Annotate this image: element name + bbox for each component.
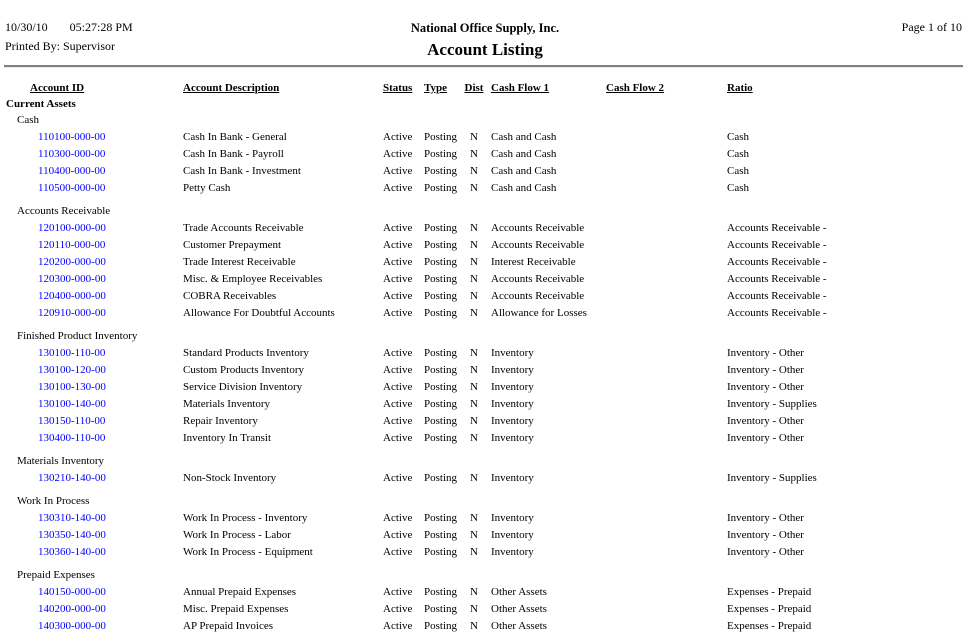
- account-row: [0, 254, 970, 271]
- account-id-link[interactable]: 110400-000-00: [38, 165, 106, 177]
- account-description: Trade Interest Receivable: [183, 256, 296, 268]
- type-value: Posting: [424, 347, 458, 359]
- account-listing-table: [0, 80, 970, 635]
- type-value: Posting: [424, 131, 458, 143]
- status-value: Active: [383, 131, 413, 143]
- dist-value: N: [470, 307, 478, 319]
- dist-value: N: [470, 239, 478, 251]
- account-id-link[interactable]: 130100-130-00: [38, 381, 106, 393]
- ratio-value: Inventory - Other: [727, 415, 804, 427]
- type-value: Posting: [424, 546, 458, 558]
- status-value: Active: [383, 512, 413, 524]
- ratio-value: Accounts Receivable -: [727, 256, 827, 268]
- ratio-value: Accounts Receivable -: [727, 307, 827, 319]
- dist-value: N: [470, 131, 478, 143]
- cash-flow-1-value: Inventory: [491, 472, 534, 484]
- group-heading-row: [0, 453, 970, 470]
- account-row: [0, 527, 970, 544]
- account-description: Repair Inventory: [183, 415, 258, 427]
- type-value: Posting: [424, 290, 458, 302]
- account-id-link[interactable]: 110100-000-00: [38, 131, 106, 143]
- dist-value: N: [470, 603, 478, 615]
- account-description: Work In Process - Equipment: [183, 546, 313, 558]
- type-value: Posting: [424, 381, 458, 393]
- type-value: Posting: [424, 148, 458, 160]
- account-id-link[interactable]: 130100-120-00: [38, 364, 106, 376]
- account-id-link[interactable]: 140150-000-00: [38, 586, 106, 598]
- col-header-ratio: Ratio: [727, 82, 753, 94]
- type-value: Posting: [424, 364, 458, 376]
- account-id-link[interactable]: 110300-000-00: [38, 148, 106, 160]
- cash-flow-1-value: Other Assets: [491, 620, 547, 632]
- col-header-account-description: Account Description: [183, 82, 280, 94]
- ratio-value: Accounts Receivable -: [727, 239, 827, 251]
- account-description: Cash In Bank - General: [183, 131, 287, 143]
- account-id-link[interactable]: 120110-000-00: [38, 239, 106, 251]
- account-row: [0, 146, 970, 163]
- col-header-cash-flow-2: Cash Flow 2: [606, 82, 665, 94]
- dist-value: N: [470, 364, 478, 376]
- print-time: 05:27:28 PM: [69, 20, 133, 34]
- status-value: Active: [383, 273, 413, 285]
- account-row: [0, 305, 970, 322]
- account-description: Allowance For Doubtful Accounts: [183, 307, 335, 319]
- group-heading: Prepaid Expenses: [17, 569, 95, 581]
- status-value: Active: [383, 546, 413, 558]
- ratio-value: Inventory - Other: [727, 546, 804, 558]
- account-description: Trade Accounts Receivable: [183, 222, 304, 234]
- account-description: Standard Products Inventory: [183, 347, 309, 359]
- account-row: [0, 470, 970, 487]
- group-heading: Materials Inventory: [17, 455, 105, 467]
- account-id-link[interactable]: 110500-000-00: [38, 182, 106, 194]
- dist-value: N: [470, 472, 478, 484]
- ratio-value: Accounts Receivable -: [727, 273, 827, 285]
- print-date: 10/30/10: [5, 20, 48, 34]
- account-id-link[interactable]: 130100-110-00: [38, 347, 106, 359]
- cash-flow-1-value: Other Assets: [491, 603, 547, 615]
- dist-value: N: [470, 148, 478, 160]
- account-row: [0, 220, 970, 237]
- account-id-link[interactable]: 140200-000-00: [38, 603, 106, 615]
- account-id-link[interactable]: 130310-140-00: [38, 512, 106, 524]
- ratio-value: Cash: [727, 131, 749, 143]
- dist-value: N: [470, 347, 478, 359]
- cash-flow-1-value: Interest Receivable: [491, 256, 576, 268]
- cash-flow-1-value: Inventory: [491, 347, 534, 359]
- cash-flow-1-value: Inventory: [491, 512, 534, 524]
- account-id-link[interactable]: 120910-000-00: [38, 307, 106, 319]
- cash-flow-1-value: Accounts Receivable: [491, 239, 585, 251]
- type-value: Posting: [424, 222, 458, 234]
- account-row: [0, 180, 970, 197]
- account-row: [0, 362, 970, 379]
- account-id-link[interactable]: 120100-000-00: [38, 222, 106, 234]
- account-description: Customer Prepayment: [183, 239, 282, 251]
- account-row: [0, 129, 970, 146]
- cash-flow-1-value: Inventory: [491, 415, 534, 427]
- cash-flow-1-value: Inventory: [491, 381, 534, 393]
- cash-flow-1-value: Accounts Receivable: [491, 290, 585, 302]
- account-id-link[interactable]: 120200-000-00: [38, 256, 106, 268]
- account-description: Non-Stock Inventory: [183, 472, 277, 484]
- status-value: Active: [383, 239, 413, 251]
- group-heading: Finished Product Inventory: [17, 330, 138, 342]
- account-id-link[interactable]: 130350-140-00: [38, 529, 106, 541]
- account-description: Annual Prepaid Expenses: [183, 586, 297, 598]
- account-id-link[interactable]: 130400-110-00: [38, 432, 106, 444]
- ratio-value: Cash: [727, 182, 749, 194]
- type-value: Posting: [424, 182, 458, 194]
- dist-value: N: [470, 415, 478, 427]
- ratio-value: Inventory - Supplies: [727, 472, 817, 484]
- type-value: Posting: [424, 512, 458, 524]
- type-value: Posting: [424, 432, 458, 444]
- type-value: Posting: [424, 165, 458, 177]
- dist-value: N: [470, 529, 478, 541]
- account-description: Work In Process - Labor: [183, 529, 291, 541]
- status-value: Active: [383, 222, 413, 234]
- account-row: [0, 237, 970, 254]
- status-value: Active: [383, 415, 413, 427]
- cash-flow-1-value: Cash and Cash: [491, 131, 557, 143]
- type-value: Posting: [424, 603, 458, 615]
- account-id-link[interactable]: 120400-000-00: [38, 290, 106, 302]
- account-description: Service Division Inventory: [183, 381, 303, 393]
- account-row: [0, 379, 970, 396]
- dist-value: N: [470, 398, 478, 410]
- status-value: Active: [383, 432, 413, 444]
- ratio-value: Inventory - Other: [727, 432, 804, 444]
- group-heading: Accounts Receivable: [17, 205, 111, 217]
- type-value: Posting: [424, 256, 458, 268]
- dist-value: N: [470, 256, 478, 268]
- col-header-dist: Dist: [464, 82, 484, 94]
- account-description: COBRA Receivables: [183, 290, 277, 302]
- status-value: Active: [383, 347, 413, 359]
- status-value: Active: [383, 586, 413, 598]
- type-value: Posting: [424, 239, 458, 251]
- cash-flow-1-value: Cash and Cash: [491, 182, 557, 194]
- cash-flow-1-value: Accounts Receivable: [491, 222, 585, 234]
- account-row: [0, 396, 970, 413]
- status-value: Active: [383, 529, 413, 541]
- account-description: Work In Process - Inventory: [183, 512, 308, 524]
- report-title: Account Listing: [427, 40, 543, 59]
- type-value: Posting: [424, 586, 458, 598]
- type-value: Posting: [424, 307, 458, 319]
- ratio-value: Accounts Receivable -: [727, 222, 827, 234]
- status-value: Active: [383, 148, 413, 160]
- account-description: Inventory In Transit: [183, 432, 271, 444]
- group-heading-row: [0, 328, 970, 345]
- dist-value: N: [470, 512, 478, 524]
- account-row: [0, 510, 970, 527]
- account-description: AP Prepaid Invoices: [183, 620, 274, 632]
- account-description: Cash In Bank - Payroll: [183, 148, 284, 160]
- ratio-value: Cash: [727, 165, 749, 177]
- ratio-value: Expenses - Prepaid: [727, 603, 812, 615]
- header-divider: [4, 65, 963, 68]
- printed-by-label: Printed By: Supervisor: [5, 39, 115, 53]
- status-value: Active: [383, 381, 413, 393]
- group-heading: Cash: [17, 114, 39, 126]
- account-id-link[interactable]: 130210-140-00: [38, 472, 106, 484]
- account-id-link[interactable]: 130150-110-00: [38, 415, 106, 427]
- page-number: Page 1 of 10: [901, 20, 962, 34]
- dist-value: N: [470, 586, 478, 598]
- col-header-account-id: Account ID: [30, 82, 85, 94]
- report-rows: [0, 112, 970, 635]
- cash-flow-1-value: Other Assets: [491, 586, 547, 598]
- dist-value: N: [470, 432, 478, 444]
- status-value: Active: [383, 364, 413, 376]
- category-row: [0, 97, 970, 112]
- group-heading-row: [0, 112, 970, 129]
- company-name: National Office Supply, Inc.: [410, 21, 560, 35]
- account-row: [0, 544, 970, 561]
- cash-flow-1-value: Inventory: [491, 546, 534, 558]
- account-row: [0, 584, 970, 601]
- status-value: Active: [383, 182, 413, 194]
- dist-value: N: [470, 290, 478, 302]
- account-description: Petty Cash: [183, 182, 231, 194]
- account-row: [0, 618, 970, 635]
- account-id-link[interactable]: 140300-000-00: [38, 620, 106, 632]
- account-row: [0, 601, 970, 618]
- account-row: [0, 163, 970, 180]
- account-id-link[interactable]: 130360-140-00: [38, 546, 106, 558]
- ratio-value: Accounts Receivable -: [727, 290, 827, 302]
- type-value: Posting: [424, 472, 458, 484]
- status-value: Active: [383, 472, 413, 484]
- status-value: Active: [383, 620, 413, 632]
- type-value: Posting: [424, 273, 458, 285]
- status-value: Active: [383, 307, 413, 319]
- status-value: Active: [383, 165, 413, 177]
- status-value: Active: [383, 398, 413, 410]
- category-label: Current Assets: [6, 98, 76, 110]
- dist-value: N: [470, 222, 478, 234]
- col-header-type: Type: [424, 82, 448, 94]
- ratio-value: Inventory - Other: [727, 529, 804, 541]
- col-header-status: Status: [383, 82, 413, 94]
- ratio-value: Expenses - Prepaid: [727, 586, 812, 598]
- account-row: [0, 413, 970, 430]
- account-description: Cash In Bank - Investment: [183, 165, 301, 177]
- dist-value: N: [470, 273, 478, 285]
- account-description: Misc. Prepaid Expenses: [183, 603, 289, 615]
- account-id-link[interactable]: 120300-000-00: [38, 273, 106, 285]
- account-description: Misc. & Employee Receivables: [183, 273, 323, 285]
- cash-flow-1-value: Inventory: [491, 432, 534, 444]
- group-heading-row: [0, 203, 970, 220]
- ratio-value: Inventory - Supplies: [727, 398, 817, 410]
- cash-flow-1-value: Allowance for Losses: [491, 307, 587, 319]
- dist-value: N: [470, 381, 478, 393]
- type-value: Posting: [424, 415, 458, 427]
- type-value: Posting: [424, 529, 458, 541]
- dist-value: N: [470, 546, 478, 558]
- account-row: [0, 430, 970, 447]
- account-row: [0, 288, 970, 305]
- ratio-value: Inventory - Other: [727, 512, 804, 524]
- cash-flow-1-value: Cash and Cash: [491, 148, 557, 160]
- account-description: Custom Products Inventory: [183, 364, 304, 376]
- ratio-value: Inventory - Other: [727, 347, 804, 359]
- ratio-value: Cash: [727, 148, 749, 160]
- cash-flow-1-value: Inventory: [491, 529, 534, 541]
- status-value: Active: [383, 290, 413, 302]
- dist-value: N: [470, 182, 478, 194]
- group-heading: Work In Process: [17, 495, 90, 507]
- cash-flow-1-value: Inventory: [491, 398, 534, 410]
- group-heading-row: [0, 567, 970, 584]
- dist-value: N: [470, 165, 478, 177]
- account-row: [0, 345, 970, 362]
- ratio-value: Expenses - Prepaid: [727, 620, 812, 632]
- account-row: [0, 271, 970, 288]
- cash-flow-1-value: Cash and Cash: [491, 165, 557, 177]
- ratio-value: Inventory - Other: [727, 381, 804, 393]
- column-header-row: [0, 80, 970, 97]
- cash-flow-1-value: Accounts Receivable: [491, 273, 585, 285]
- type-value: Posting: [424, 398, 458, 410]
- status-value: Active: [383, 256, 413, 268]
- account-description: Materials Inventory: [183, 398, 271, 410]
- dist-value: N: [470, 620, 478, 632]
- status-value: Active: [383, 603, 413, 615]
- account-id-link[interactable]: 130100-140-00: [38, 398, 106, 410]
- col-header-cash-flow-1: Cash Flow 1: [491, 82, 550, 94]
- group-heading-row: [0, 493, 970, 510]
- ratio-value: Inventory - Other: [727, 364, 804, 376]
- cash-flow-1-value: Inventory: [491, 364, 534, 376]
- type-value: Posting: [424, 620, 458, 632]
